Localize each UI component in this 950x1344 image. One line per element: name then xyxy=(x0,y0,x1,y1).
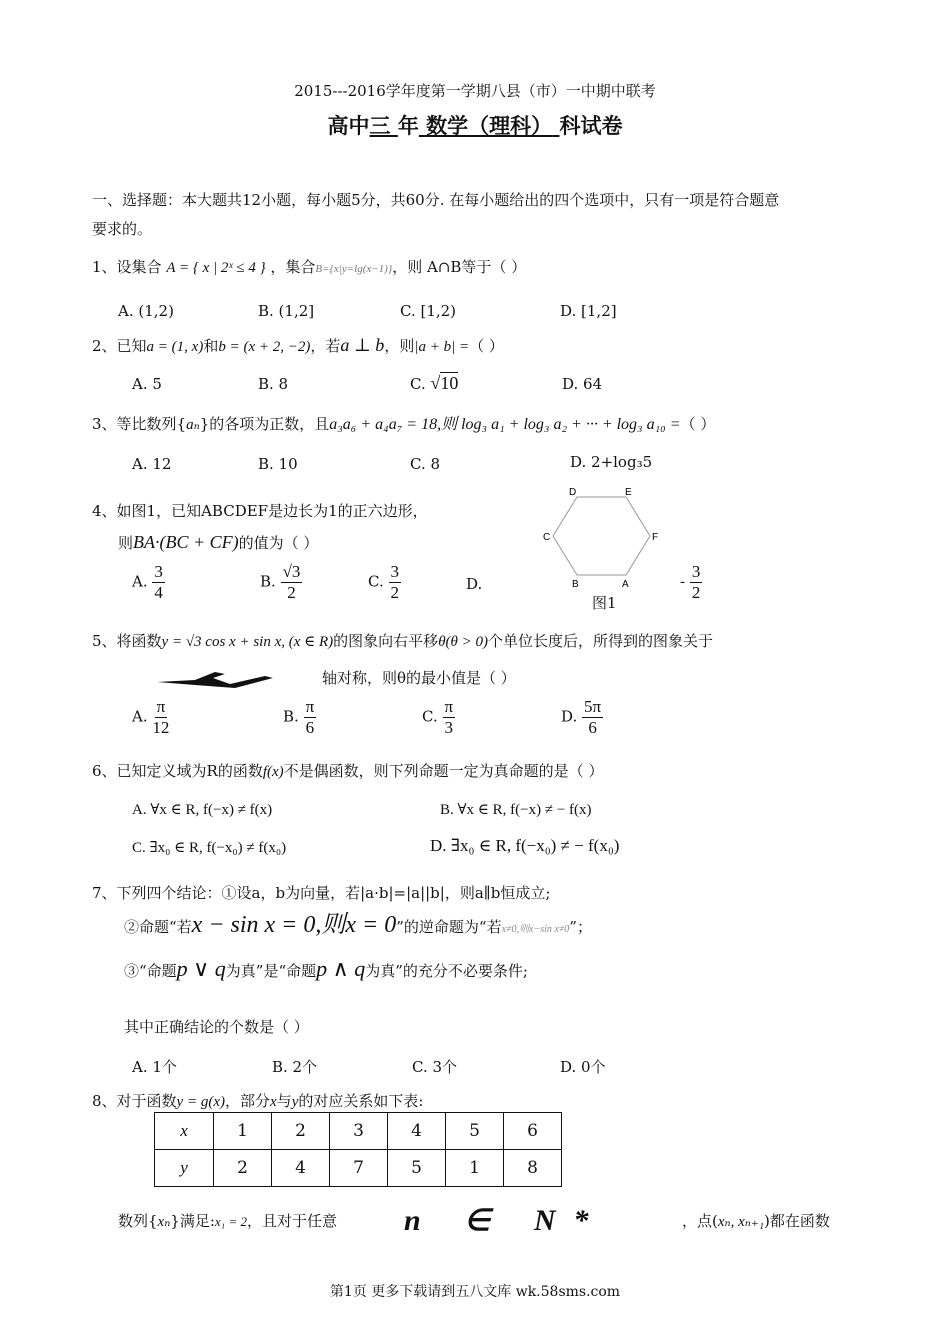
q3-condition: a₃a₆ + a₄a₇ = 18,则 log₃ a₁ + log₃ a₂ + ··· + log₃ a₁₀ = xyxy=(329,416,681,433)
set-b-expr: B={x|y=lg(x−1)} xyxy=(315,263,393,275)
q6-option-b: B. ∀x ∈ R, f(−x) ≠ − f(x) xyxy=(440,802,592,818)
q1-option-c: C. [1,2) xyxy=(400,302,457,320)
q4-option-c: C. $\frac{3}{2}$ xyxy=(368,562,399,602)
hex-label-f: F xyxy=(652,532,659,543)
table-row-x xyxy=(155,1113,562,1150)
q1-option-a: A. (1,2) xyxy=(118,302,174,320)
question-2-stem: 2、已知a = (1, x)和b = (x + 2, −2)，若a ⊥ b，则|a + b| =（ ） xyxy=(92,335,504,355)
table-cell: 5 xyxy=(388,1150,446,1187)
table-cell: 4 xyxy=(388,1113,446,1150)
q2-option-b: B. 8 xyxy=(258,375,289,393)
n-in-naturals: n ∈ N* xyxy=(404,1204,607,1237)
hex-label-a: A xyxy=(622,579,629,590)
question-7-line3: ③“命题p ∨ q为真”是“命题p ∧ q为真”的充分不必要条件; xyxy=(124,956,528,981)
sqrt-value: 10 xyxy=(440,373,459,393)
question-4-line1: 4、如图1，已知ABCDEF是边长为1的正六边形， xyxy=(92,502,428,520)
q8-function: y = g(x) xyxy=(176,1094,225,1110)
perp-condition: a ⊥ b xyxy=(340,335,385,355)
table-cell: 5 xyxy=(446,1113,504,1150)
hexagon-shape xyxy=(553,497,650,575)
q6-option-d: D. ∃x₀ ∈ R, f(−x₀) ≠ − f(x₀) xyxy=(430,836,620,855)
table-cell: 1 xyxy=(446,1150,504,1187)
question-7-line4: 其中正确结论的个数是（ ） xyxy=(124,1018,309,1036)
table-row-y xyxy=(155,1150,562,1187)
q5-function: y = √3 cos x + sin x, (x ∈ R) xyxy=(161,634,334,650)
vector-expression: BA·(BC + CF) xyxy=(133,532,239,552)
q3-option-b: B. 10 xyxy=(258,455,298,473)
table-cell: 2 xyxy=(272,1113,330,1150)
question-7-line1: 7、下列四个结论：①设a，b为向量，若|a·b|=|a||b|，则a∥b恒成立; xyxy=(92,884,551,902)
table-header-x: x xyxy=(155,1113,214,1150)
q7-option-b: B. 2个 xyxy=(272,1058,318,1076)
title-grade: 三 xyxy=(369,114,391,138)
page-footer: 第1页 更多下载请到五八文库 wk.58sms.com xyxy=(329,1284,621,1300)
question-8-stem: 8、对于函数y = g(x)，部分x与y的对应关系如下表: xyxy=(92,1092,424,1110)
q6-option-c: C. ∃x₀ ∈ R, f(−x₀) ≠ f(x₀) xyxy=(132,840,287,856)
p-and-q: p ∧ q xyxy=(316,956,366,981)
question-5-line2: 轴对称，则θ的最小值是（ ） xyxy=(322,669,516,687)
exam-title xyxy=(0,110,950,140)
table-cell: 3 xyxy=(330,1113,388,1150)
hex-label-b: B xyxy=(572,579,579,590)
table-cell: 4 xyxy=(272,1150,330,1187)
table-cell: 6 xyxy=(504,1113,562,1150)
q6-fx: f(x) xyxy=(262,764,284,780)
q2-option-c: C. √10 xyxy=(410,373,459,393)
section1-line1: 一、选择题：本大题共12小题，每小题5分，共60分. 在每小题给出的四个选项中，只有一项是符合题意 xyxy=(92,191,780,209)
question-5-line1: 5、将函数y = √3 cos x + sin x, (x ∈ R)的图象向右平移θ(θ > 0)个单位长度后，所得到的图象关于 xyxy=(92,632,714,650)
q5-option-d: D. $\frac{5\pi}{6}$ xyxy=(561,697,602,737)
exam-header-line: 2015---2016学年度第一学期八县（市）一中期中联考 xyxy=(294,82,656,100)
q5-option-a: A. $\frac{\pi}{12}$ xyxy=(132,697,170,737)
q1-option-d: D. [1,2] xyxy=(560,302,617,320)
table-cell: 2 xyxy=(214,1150,272,1187)
sequence-an: aₙ xyxy=(186,417,200,433)
q2-option-d: D. 64 xyxy=(562,375,603,393)
q3-option-c: C. 8 xyxy=(410,455,441,473)
question-4-line2: 则BA·(BC + CF)的值为（ ） xyxy=(118,532,319,552)
hexagon-figure xyxy=(540,484,670,594)
q4-option-a: A. $\frac{3}{4}$ xyxy=(132,562,163,602)
table-cell: 1 xyxy=(214,1113,272,1150)
q7-option-c: C. 3个 xyxy=(412,1058,458,1076)
q3-option-a: A. 12 xyxy=(132,455,172,473)
q5-shift: θ(θ > 0) xyxy=(438,634,489,650)
vector-a: a = (1, x) xyxy=(146,339,204,355)
q3-option-d: D. 2+log₃5 xyxy=(570,453,653,471)
q7-statement-2: x − sin x = 0,则x = 0 xyxy=(191,912,397,938)
title-part3: 科试卷 xyxy=(559,114,623,138)
figure-caption: 图1 xyxy=(592,594,617,612)
q5-option-c: C. $\frac{\pi}{3}$ xyxy=(422,697,454,737)
abs-sum: |a + b| = xyxy=(414,339,470,355)
q4-option-d-value: - $\frac{3}{2}$ xyxy=(680,562,701,602)
question-1-stem: 1、设集合 A = { x | 2ˣ ≤ 4 } ，集合B={x|y=lg(x−1)}，则 A∩B等于（ ） xyxy=(92,258,527,276)
q4-option-b: B. $\frac{√3}{2}$ xyxy=(260,562,301,602)
title-part1: 高中 xyxy=(327,114,370,138)
hex-label-c: C xyxy=(543,532,551,543)
question-7-line2: ②命题“若x − sin x = 0,则x = 0”的逆命题为“若x≠0,则x−sin x≠0”； xyxy=(124,912,592,938)
p-or-q: p ∨ q xyxy=(176,956,226,981)
section1-line2: 要求的。 xyxy=(92,220,153,238)
vector-b: b = (x + 2, −2) xyxy=(218,339,311,355)
y-axis-glyph xyxy=(155,668,275,690)
table-cell: 8 xyxy=(504,1150,562,1187)
q7-converse: x≠0,则x−sin x≠0 xyxy=(501,924,570,935)
question-3-stem: 3、等比数列{aₙ}的各项为正数，且a₃a₆ + a₄a₇ = 18,则 log₃ a₁ + log₃ a₂ + ··· + log₃ a₁₀ =（ ） xyxy=(92,415,716,433)
title-subject: 数学（理科） xyxy=(426,114,553,138)
q7-option-a: A. 1个 xyxy=(132,1058,177,1076)
value-table xyxy=(154,1112,562,1187)
q1-option-b: B. (1,2] xyxy=(258,302,315,320)
q6-option-a: A. ∀x ∈ R, f(−x) ≠ f(x) xyxy=(132,802,273,818)
hex-label-e: E xyxy=(625,487,632,498)
table-header-y: y xyxy=(155,1150,214,1187)
question-8-point-line: ，点(xₙ, xₙ₊₁)都在函数 xyxy=(682,1212,830,1230)
q7-option-d: D. 0个 xyxy=(560,1058,606,1076)
q2-option-a: A. 5 xyxy=(132,375,162,393)
question-6-stem: 6、已知定义域为R的函数f(x)不是偶函数，则下列命题一定为真命题的是（ ） xyxy=(92,762,604,780)
hex-label-d: D xyxy=(569,487,577,498)
q4-option-d: D. xyxy=(466,575,483,593)
table-cell: 7 xyxy=(330,1150,388,1187)
title-part2: 年 xyxy=(397,114,419,138)
set-a-expr: A = { x | 2ˣ ≤ 4 } xyxy=(166,260,266,276)
question-8-sequence-line: 数列{xₙ}满足:x₁ = 2，且对于任意 xyxy=(118,1212,337,1230)
q5-option-b: B. $\frac{\pi}{6}$ xyxy=(283,697,315,737)
